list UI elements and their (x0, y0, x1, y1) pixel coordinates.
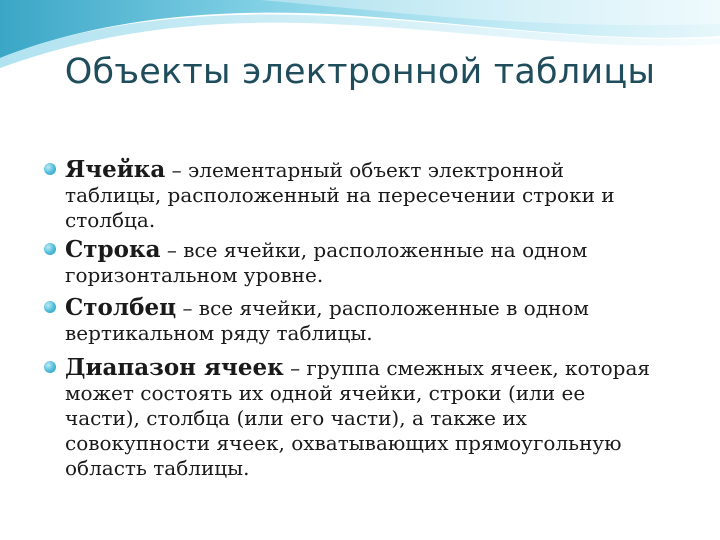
term-range: Диапазон ячеек (65, 354, 284, 381)
definition-text: части), столбца (или его части), а также их (65, 406, 527, 430)
bullet-item-cell (44, 157, 684, 233)
definition-text: область таблицы. (65, 456, 250, 480)
bullet-dot-icon (44, 301, 56, 313)
definition-text: может состоять их одной ячейки, строки (или ее (65, 381, 586, 405)
definition-text: – элементарный объект электронной (165, 158, 564, 182)
bullet-item-range (44, 355, 684, 481)
definition-text: таблицы, расположенный на пересечении строки и (65, 183, 615, 207)
definition-text: – группа смежных ячеек, которая (283, 356, 651, 380)
definition-text: совокупности ячеек, охватывающих прямоугольную (65, 431, 622, 455)
term-row: Строка (65, 236, 161, 263)
definition-text: горизонтальном уровне. (65, 263, 324, 287)
term-column: Столбец (65, 294, 177, 321)
slide-title: Объекты электронной таблицы (64, 52, 656, 92)
term-cell: Ячейка (65, 156, 166, 183)
bullet-dot-icon (44, 361, 56, 373)
bullet-item-column (44, 295, 684, 346)
bullet-list (44, 157, 684, 488)
definition-text: столбца. (65, 208, 156, 232)
definition-text: вертикальном ряду таблицы. (65, 321, 373, 345)
bullet-dot-icon (44, 163, 56, 175)
bullet-dot-icon (44, 243, 56, 255)
bullet-item-row (44, 237, 684, 288)
definition-text: – все ячейки, расположенные в одном (176, 296, 589, 320)
definition-text: – все ячейки, расположенные на одном (160, 238, 588, 262)
